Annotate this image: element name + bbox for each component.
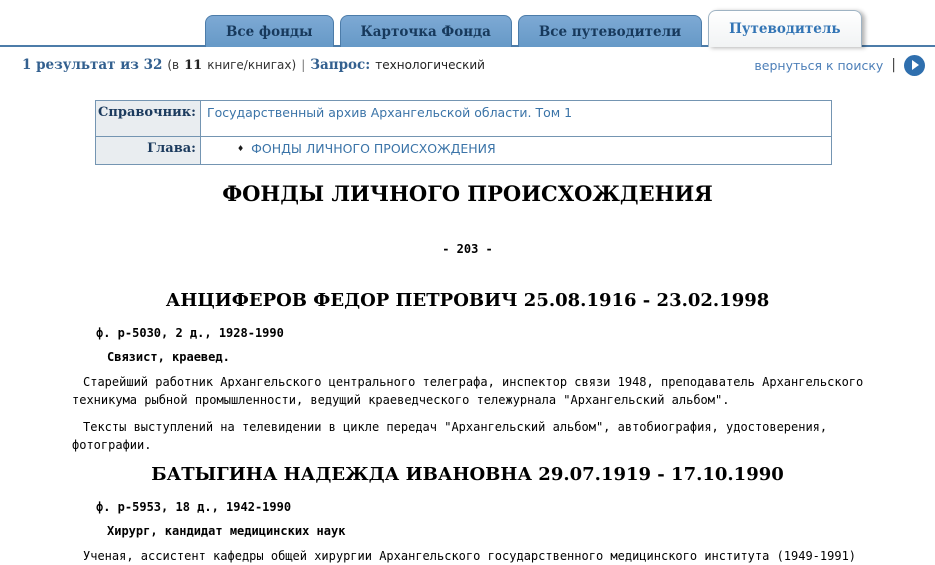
in-books-suffix: книге/книгах) [207, 58, 297, 72]
play-arrow-icon [912, 60, 919, 70]
results-count: 1 результат из 32 [22, 57, 163, 73]
reference-label: Справочник: [96, 101, 201, 137]
separator: | [891, 57, 896, 73]
table-row [96, 101, 832, 137]
tab-fond-card[interactable] [340, 15, 512, 47]
guide-title-link[interactable]: Государственный архив Архангельской области. Том 1 [206, 105, 573, 120]
results-summary [22, 57, 485, 73]
query-label: Запрос: [310, 57, 371, 73]
results-actions [754, 55, 925, 76]
query-value: технологический [375, 58, 485, 72]
books-count: 11 [184, 58, 203, 73]
separator: | [301, 58, 306, 72]
fond-entry-heading: БАТЫГИНА НАДЕЖДА ИВАНОВНА 29.07.1919 - 17.10.1990 [151, 464, 784, 485]
in-books-prefix: (в [167, 58, 180, 72]
tab-list [205, 10, 868, 47]
fond-description: Ученая, ассистент кафедры общей хирургии Архангельского государственного медицинского института (1949-1991) [83, 549, 857, 563]
forward-button[interactable] [904, 55, 925, 76]
fond-reference: ф. р-5953, 18 д., 1942-1990 [96, 500, 292, 514]
table-row [96, 137, 832, 165]
back-to-search-link[interactable]: вернуться к поиску [754, 57, 884, 73]
chapter-value-cell [200, 137, 831, 165]
guide-document [0, 181, 935, 565]
tab-guide-active[interactable] [708, 10, 861, 47]
fond-occupation: Связист, краевед. [107, 350, 230, 364]
page-number: - 203 - [442, 242, 493, 256]
document-title: ФОНДЫ ЛИЧНОГО ПРОИСХОЖДЕНИЯ [222, 181, 713, 206]
fond-occupation: Хирург, кандидат медицинских наук [107, 524, 346, 538]
chapter-link[interactable]: ФОНДЫ ЛИЧНОГО ПРОИСХОЖДЕНИЯ [251, 141, 496, 156]
fond-reference: ф. р-5030, 2 д., 1928-1990 [96, 326, 284, 340]
diamond-bullet-icon: ♦ [236, 144, 245, 153]
tab-all-guides[interactable] [518, 15, 702, 47]
chapter-label: Глава: [96, 137, 201, 165]
results-bar [0, 53, 935, 77]
tab-label: Путеводитель [729, 21, 841, 37]
fond-description: Старейший работник Архангельского центрального телеграфа, инспектор связи 1948, преподаватель Архангельского техникума рыбной промышленности, ведущий краеведческого тележурнала "Архангельский альбом". [72, 375, 864, 407]
tab-label: Все фонды [226, 23, 313, 40]
tab-label: Карточка Фонда [360, 23, 491, 40]
tab-label: Все путеводители [538, 23, 682, 40]
fond-contents: Тексты выступлений на телевидении в цикле передач "Архангельский альбом", автобиография, удостоверения, фотографии. [72, 420, 828, 452]
tab-all-fonds[interactable] [205, 15, 334, 47]
fond-entry-heading: АНЦИФЕРОВ ФЕДОР ПЕТРОВИЧ 25.08.1916 - 23.02.1998 [165, 290, 770, 311]
reference-table [95, 100, 832, 165]
tab-bar [0, 0, 935, 47]
reference-value-cell [200, 101, 831, 137]
